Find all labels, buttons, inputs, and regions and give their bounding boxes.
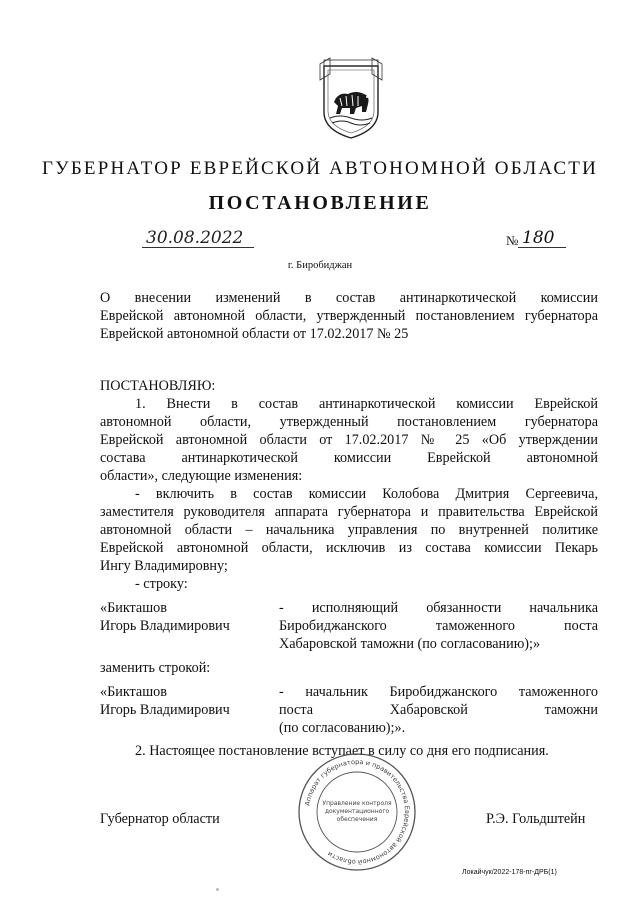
subject-word: в: [304, 290, 312, 306]
row-2-name-line-2: Игорь Владимирович: [100, 702, 230, 718]
scan-dot: [216, 888, 219, 891]
subject-word: О: [100, 290, 111, 306]
paragraph-1-line-4: состава антинаркотической комиссии Еврейской автономной: [100, 450, 598, 466]
row-1-name-line-2: Игорь Владимирович: [100, 618, 230, 634]
paragraph-2: 2. Настоящее постановление вступает в силу со дня его подписания.: [135, 743, 549, 759]
subject-word: изменений: [215, 290, 281, 306]
seal-inner-text-1: Управление контроля: [322, 800, 392, 807]
subject-line-2: Еврейской автономной области, утвержденный постановлением губернатора: [100, 308, 598, 324]
bullet-1-line-5: Ингу Владимировну;: [100, 558, 228, 574]
document-date: 30.08.2022: [146, 228, 244, 248]
bullet-1-line-1: - включить в состав комиссии Колобова Дмитрия Сергеевича,: [135, 486, 598, 502]
document-number: 180: [522, 228, 555, 248]
bullet-1-line-4: Еврейской автономной области, исключив из состава комиссии Пекарь: [100, 540, 598, 556]
document-footer-code: Локайчук/2022-178-пг-ДРБ(1): [462, 869, 557, 876]
row-2-position-line-1: - начальник Биробиджанского таможенного: [279, 684, 598, 700]
number-label: №: [506, 233, 519, 248]
subject-word: состав: [335, 290, 376, 306]
number-underline: [518, 247, 566, 248]
row-1-position-line-2: Биробиджанского таможенного поста: [279, 618, 598, 634]
row-2-position-line-3: (по согласованию);».: [279, 720, 406, 736]
subject-line-3: Еврейской автономной области от 17.02.2017 № 25: [100, 326, 409, 342]
city-name: г. Биробиджан: [287, 260, 353, 271]
subject-word: антинаркотической: [399, 290, 517, 306]
coat-of-arms-icon: [316, 56, 386, 140]
row-2-name-line-1: «Бикташов: [100, 684, 167, 700]
seal-outer-text: Аппарат губернатора и правительства Еврейской автономной области: [303, 757, 412, 867]
paragraph-1-line-1: 1. Внести в состав антинаркотической комиссии Еврейской: [135, 396, 598, 412]
subject-word: внесении: [134, 290, 192, 306]
bullet-1-line-3: автономной области – начальника управления по внутренней политике: [100, 522, 598, 538]
official-seal-stamp: [295, 750, 419, 874]
signatory-name: Р.Э. Гольдштейн: [486, 811, 586, 827]
row-1-position-line-3: Хабаровской таможни (по согласованию);»: [279, 636, 541, 652]
resolve-word: ПОСТАНОВЛЯЮ:: [100, 378, 216, 394]
bullet-1-line-2: заместителя руководителя аппарата губернатора и правительства Еврейской: [100, 504, 598, 520]
paragraph-1-line-3: Еврейской автономной области от 17.02.2017 № 25 «Об утверждении: [100, 432, 598, 448]
signatory-title: Губернатор области: [100, 811, 220, 827]
bullet-2: - строку:: [135, 576, 188, 592]
subject-line-1: [100, 289, 598, 307]
row-1-name-line-1: «Бикташов: [100, 600, 167, 616]
seal-inner-text-2: документационного: [324, 808, 390, 815]
paragraph-1-line-2: автономной области, утвержденный постановлением губернатора: [100, 414, 598, 430]
replace-line: заменить строкой:: [100, 660, 211, 676]
date-underline: [142, 247, 254, 248]
row-2-position-line-2: поста Хабаровской таможни: [279, 702, 598, 718]
paragraph-1-line-5: области», следующие изменения:: [100, 468, 303, 484]
authority-heading: ГУБЕРНАТОР ЕВРЕЙСКОЙ АВТОНОМНОЙ ОБЛАСТИ: [41, 158, 598, 179]
seal-inner-text-3: обеспечения: [336, 816, 378, 823]
document-type-title: ПОСТАНОВЛЕНИЕ: [208, 192, 432, 214]
subject-word: комиссии: [540, 290, 598, 306]
row-1-position-line-1: - исполняющий обязанности начальника: [279, 600, 598, 616]
